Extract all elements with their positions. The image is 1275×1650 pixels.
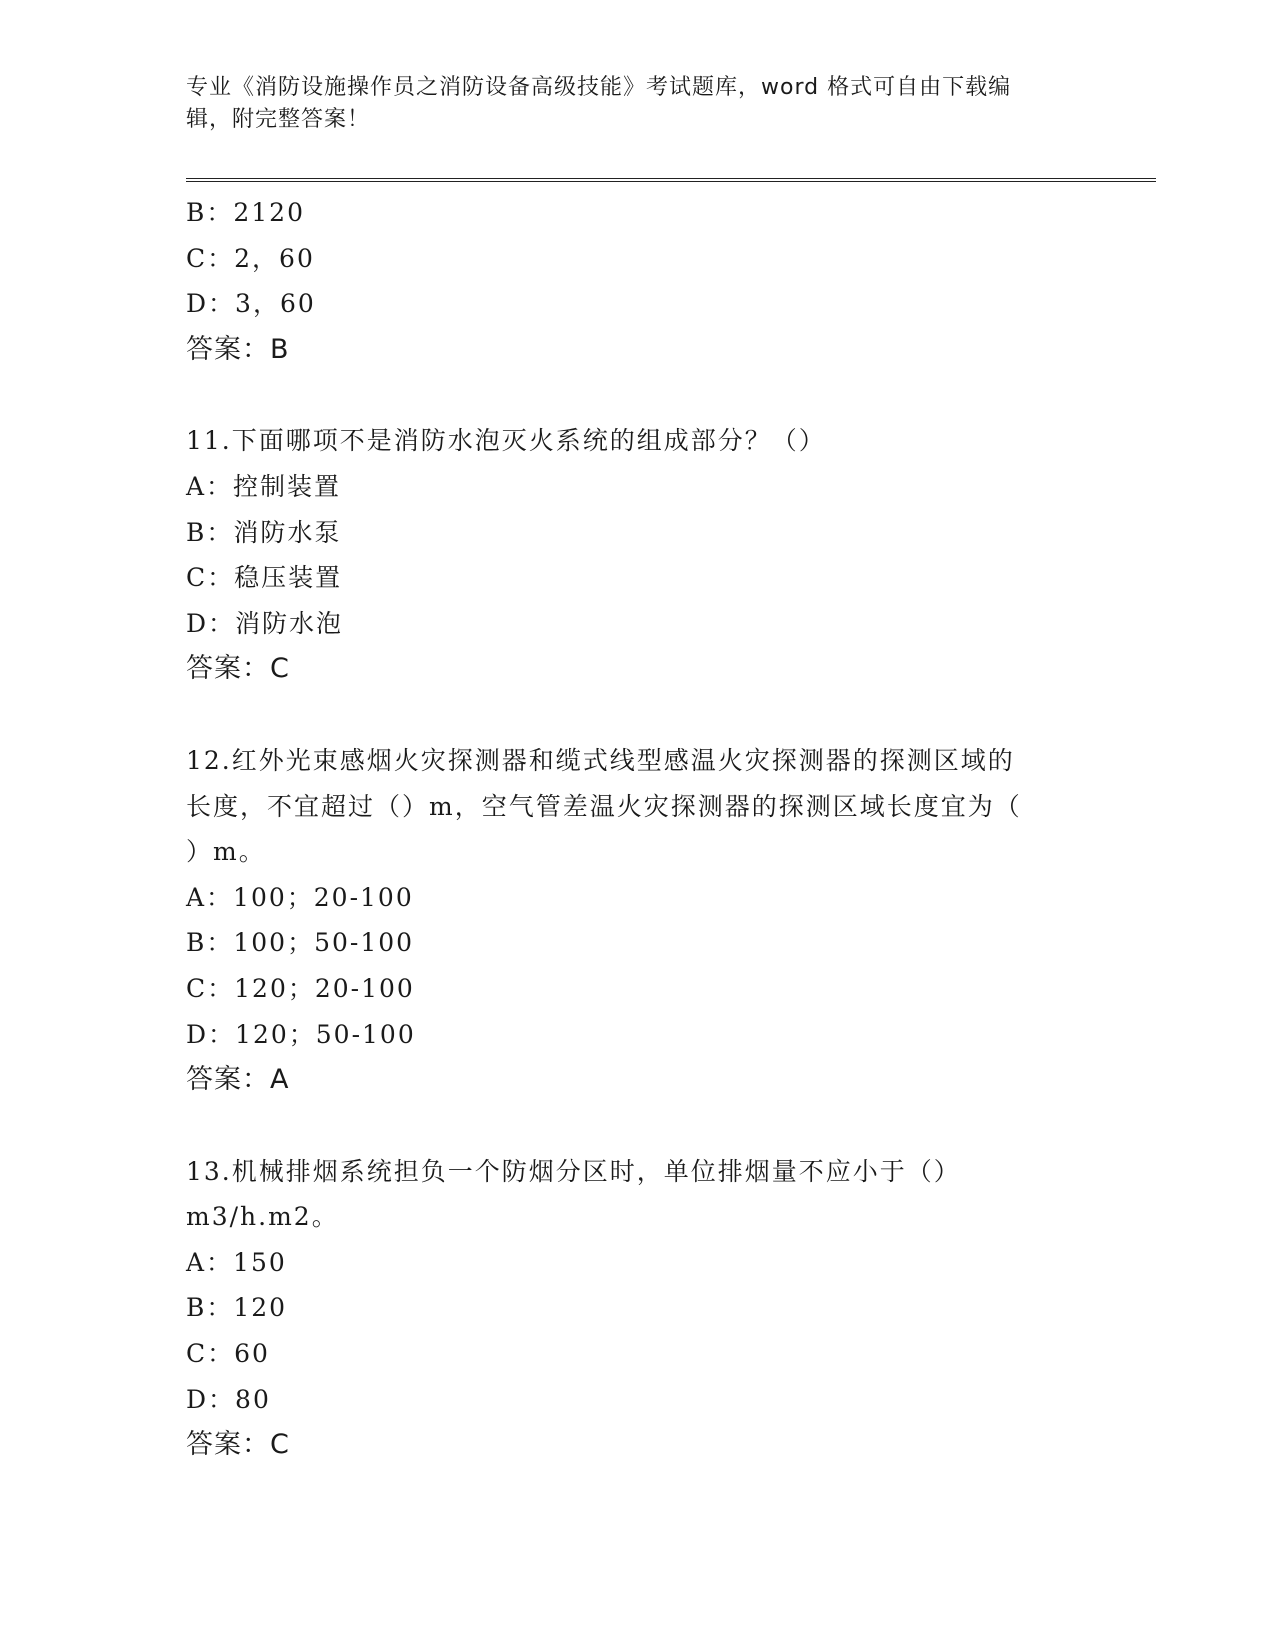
question-block-13 (186, 1149, 1086, 1468)
option-c: C：120；20-100 (186, 973, 415, 1003)
option-d: D：80 (186, 1384, 271, 1414)
question-list (186, 190, 1086, 1468)
option-a: A：150 (186, 1247, 287, 1277)
option-c: C：稳压装置 (186, 563, 343, 593)
option-b: B：120 (186, 1293, 288, 1323)
header-line-2: 辑，附完整答案！ (186, 107, 371, 132)
option-a: A：100；20-100 (186, 882, 414, 912)
option-b: B：100；50-100 (186, 928, 415, 958)
question-text: 11.下面哪项不是消防水泡灭火系统的组成部分？（） (186, 426, 826, 456)
question-block-12 (186, 738, 1086, 1103)
option-c: C：2，60 (186, 243, 315, 273)
question-text-line-1: 13.机械排烟系统担负一个防烟分区时，单位排烟量不应小于（） (186, 1156, 961, 1186)
question-text-line-1: 12.红外光束感烟火灾探测器和缆式线型感温火灾探测器的探测区域的 (186, 745, 1015, 775)
option-d: D：120；50-100 (186, 1019, 416, 1049)
question-block-11 (186, 418, 1086, 692)
answer-label: 答案：C (186, 653, 290, 685)
header-line-1: 专业《消防设施操作员之消防设备高级技能》考试题库，word 格式可自由下载编 (186, 75, 1012, 100)
option-c: C：60 (186, 1339, 270, 1369)
answer-label: 答案：B (186, 333, 290, 365)
question-text-line-2: m3/h.m2。 (186, 1202, 339, 1232)
option-b: B：消防水泵 (186, 517, 342, 547)
question-text-line-3: ）m。 (186, 837, 266, 867)
option-d: D：消防水泡 (186, 608, 344, 638)
answer-label: 答案：C (186, 1429, 290, 1461)
option-a: A：控制装置 (186, 471, 342, 501)
question-text-line-2: 长度，不宜超过（）m，空气管差温火灾探测器的探测区域长度宜为（ (186, 791, 1022, 821)
option-d: D：3，60 (186, 289, 316, 319)
question-block-10 (186, 190, 1086, 372)
option-b: B：2120 (186, 198, 305, 227)
answer-label: 答案：A (186, 1064, 290, 1096)
document-header (186, 72, 1066, 136)
header-divider (186, 178, 1156, 182)
